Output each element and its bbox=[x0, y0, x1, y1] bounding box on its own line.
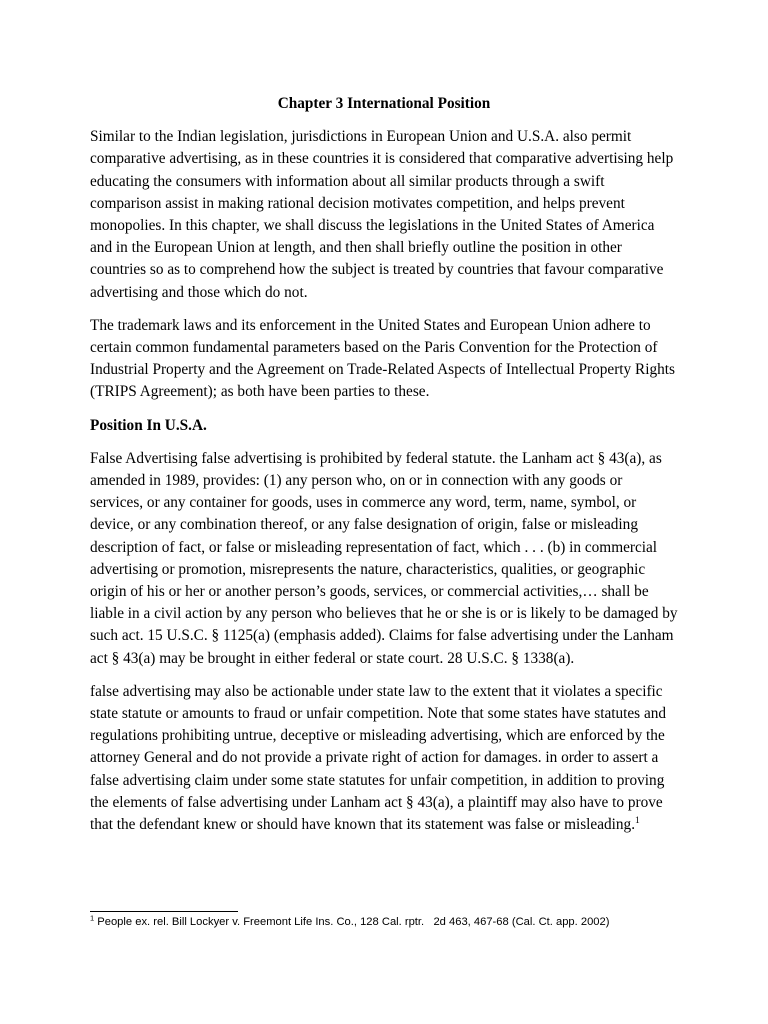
section-paragraph-2-text: false advertising may also be actionable under state law to the extent that it violates a specific state statute or amounts to fraud or unfair competition. Note that some states have statutes and regulations prohibiting untrue, deceptive or misleading advertising, which are enforced by the attorney General and do not provide a private right of action for damages. in order to assert a false advertising claim under some state statutes for unfair competition, in addition to proving the elements of false advertising under Lanham act § 43(a), a plaintiff may also have to prove that the defendant knew or should have known that its statement was false or misleading. bbox=[90, 682, 667, 834]
section-heading-usa: Position In U.S.A. bbox=[90, 416, 207, 434]
intro-paragraph-1: Similar to the Indian legislation, jurisdictions in European Union and U.S.A. also permit comparative advertising, as in these countries it is considered that comparative advertising help educating the consumers with information about all similar products through a swift comparison assist in making rational decision motivates competition, and helps prevent monopolies. In this chapter, we shall discuss the legislations in the United States of America and in the European Union at length, and then shall briefly outline the position in other countries so as to comprehend how the subject is treated by countries that favour comparative advertising and those which do not. bbox=[90, 128, 674, 301]
document-body bbox=[90, 93, 678, 847]
footnote-text: People ex. rel. Bill Lockyer v. Freemont Life Ins. Co., 128 Cal. rptr. 2d 463, 467-68 (Cal. Ct. app. 2002) bbox=[94, 916, 610, 928]
section-paragraph-2 bbox=[90, 681, 678, 836]
chapter-title: Chapter 3 International Position bbox=[277, 95, 491, 112]
footnote-marker: 1 bbox=[90, 913, 95, 923]
intro-paragraph-2: The trademark laws and its enforcement in the United States and European Union adhere to certain common fundamental parameters based on the Paris Convention for the Protection of Industrial Property and the Agreement on Trade-Related Aspects of Intellectual Property Rights (TRIPS Agreement); as both have been parties to these. bbox=[90, 316, 675, 401]
footnote-reference[interactable]: 1 bbox=[635, 816, 640, 826]
footnote-separator bbox=[90, 911, 238, 912]
section-paragraph-1: False Advertising false advertising is prohibited by federal statute. the Lanham act § 43(a), as amended in 1989, provides: (1) any person who, on or in connection with any goods or services, or any container for goods, uses in commerce any word, term, name, symbol, or device, or any combination thereof, or any false designation of origin, false or misleading description of fact, or false or misleading representation of fact, which . . . (b) in commercial advertising or promotion, misrepresents the nature, characteristics, qualities, or geographic origin of his or her or another person’s goods, services, or commercial activities,… shall be liable in a civil action by any person who believes that he or she is or is likely to be damaged by such act. 15 U.S.C. § 1125(a) (emphasis added). Claims for false advertising under the Lanham act § 43(a) may be brought in either federal or state court. 28 U.S.C. § 1338(a). bbox=[90, 449, 678, 667]
footnote bbox=[90, 915, 690, 929]
